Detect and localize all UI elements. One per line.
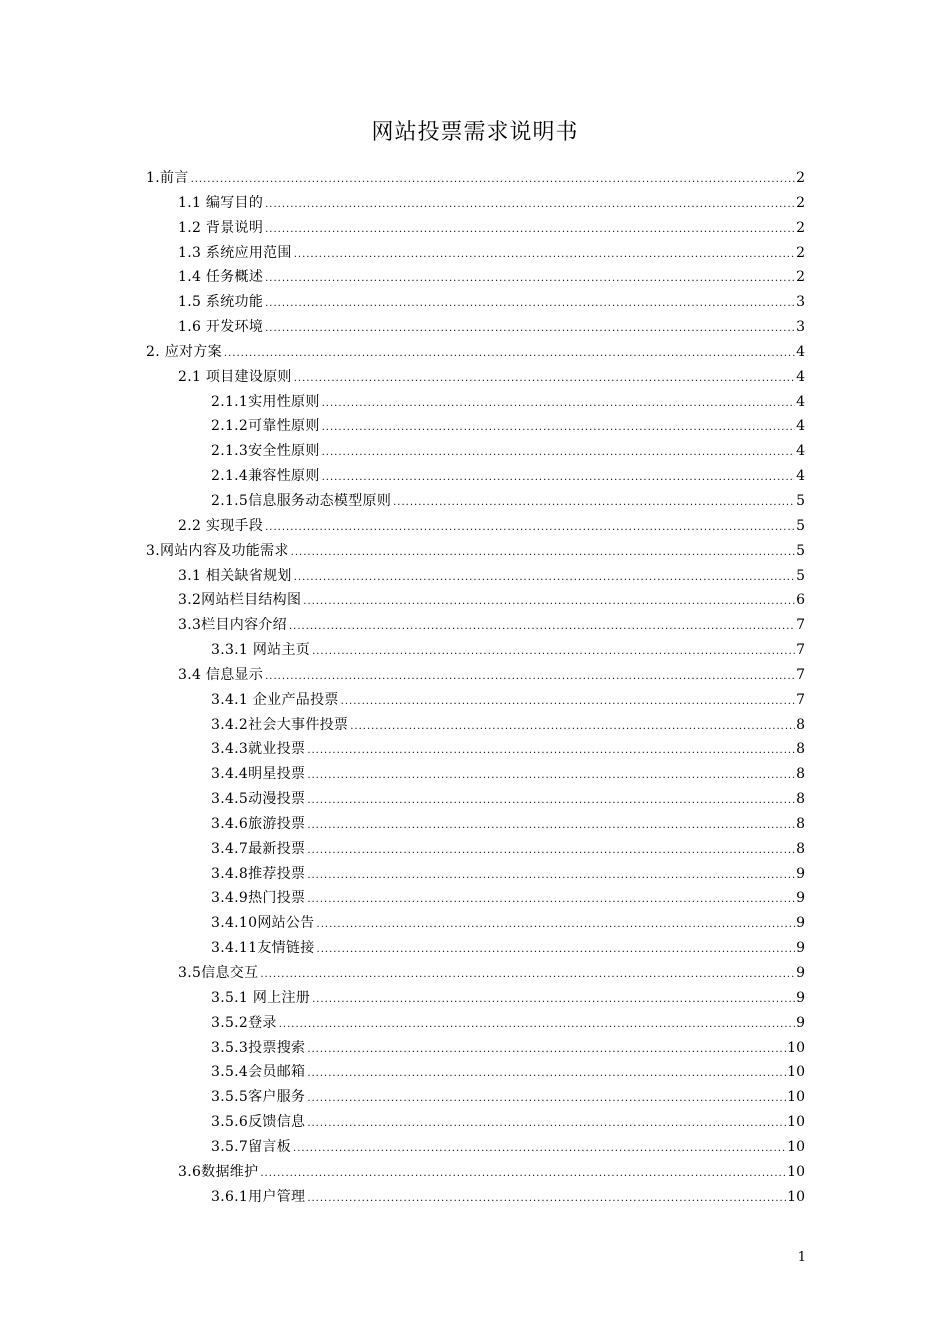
toc-dot-leader [393, 491, 795, 516]
toc-entry-page: 8 [796, 766, 805, 783]
toc-entry[interactable] [0, 762, 950, 787]
toc-entry-page: 9 [796, 1014, 805, 1031]
toc-entry-page: 8 [796, 741, 805, 758]
toc-dot-leader [293, 1137, 786, 1162]
document-title: 网站投票需求说明书 [371, 120, 579, 145]
toc-entry[interactable] [0, 1135, 950, 1160]
toc-dot-leader [307, 864, 795, 889]
toc-entry-label: 1.3 系统应用范围 [178, 244, 292, 261]
toc-entry[interactable] [0, 390, 950, 415]
toc-dot-leader [260, 963, 795, 988]
toc-entry-label: 3.4.1 企业产品投票 [211, 691, 339, 708]
toc-entry[interactable] [0, 737, 950, 762]
toc-entry-page: 7 [796, 691, 805, 708]
toc-entry-page: 2 [796, 219, 805, 236]
toc-dot-leader [265, 516, 795, 541]
toc-entry-page: 7 [796, 642, 805, 659]
toc-entry-label: 3.5.1 网上注册 [211, 989, 311, 1006]
toc-dot-leader [307, 764, 795, 789]
page-number: 1 [797, 1250, 806, 1265]
toc-entry-page: 9 [796, 940, 805, 957]
toc-entry[interactable] [0, 787, 950, 812]
toc-entry-page: 10 [787, 1163, 805, 1180]
toc-entry-page: 10 [787, 1188, 805, 1205]
toc-entry[interactable] [0, 936, 950, 961]
toc-entry-page: 10 [787, 1138, 805, 1155]
toc-entry[interactable] [0, 564, 950, 589]
toc-dot-leader [191, 168, 796, 193]
toc-entry-page: 4 [796, 443, 805, 460]
toc-entry[interactable] [0, 1011, 950, 1036]
toc-entry[interactable] [0, 514, 950, 539]
toc-entry-page: 8 [796, 815, 805, 832]
toc-dot-leader [307, 888, 795, 913]
toc-dot-leader [307, 1087, 786, 1112]
toc-dot-leader [279, 1013, 795, 1038]
toc-dot-leader [317, 913, 796, 938]
toc-entry[interactable] [0, 489, 950, 514]
toc-entry-page: 6 [796, 592, 805, 609]
toc-dot-leader [307, 739, 795, 764]
toc-entry[interactable] [0, 365, 950, 390]
toc-entry[interactable] [0, 1060, 950, 1085]
toc-entry-label: 1.6 开发环境 [178, 319, 264, 336]
toc-entry[interactable] [0, 886, 950, 911]
toc-dot-leader [265, 193, 795, 218]
toc-entry-label: 3.4.2社会大事件投票 [211, 716, 349, 733]
toc-entry-page: 2 [796, 244, 805, 261]
toc-entry-label: 3.6.1用户管理 [211, 1188, 306, 1205]
toc-entry[interactable] [0, 216, 950, 241]
toc-entry[interactable] [0, 663, 950, 688]
toc-entry-label: 3.6数据维护 [178, 1163, 259, 1180]
toc-entry-page: 4 [796, 343, 805, 360]
toc-entry-page: 3 [796, 294, 805, 311]
toc-dot-leader [303, 590, 795, 615]
toc-entry-label: 3.4.4明星投票 [211, 766, 306, 783]
toc-entry[interactable] [0, 439, 950, 464]
toc-entry-label: 1.5 系统功能 [178, 294, 264, 311]
toc-dot-leader [350, 715, 795, 740]
toc-entry-label: 3.4 信息显示 [178, 666, 264, 683]
toc-entry-page: 9 [796, 915, 805, 932]
toc-entry-label: 3.5.5客户服务 [211, 1089, 306, 1106]
toc-entry-page: 2 [796, 269, 805, 286]
toc-entry[interactable] [0, 315, 950, 340]
toc-dot-leader [294, 243, 795, 268]
toc-entry[interactable] [0, 539, 950, 564]
toc-entry-label: 3.3.1 网站主页 [211, 642, 311, 659]
toc-entry-label: 2.1.5信息服务动态模型原则 [211, 492, 392, 509]
toc-entry-label: 3.1 相关缺省规划 [178, 567, 292, 584]
toc-entry[interactable] [0, 241, 950, 266]
toc-entry-page: 9 [796, 989, 805, 1006]
toc-entry-label: 3.4.5动漫投票 [211, 791, 306, 808]
toc-entry[interactable] [0, 1110, 950, 1135]
toc-entry-page: 2 [796, 170, 805, 186]
toc-dot-leader [322, 416, 795, 441]
toc-dot-leader [322, 392, 795, 417]
toc-entry[interactable] [0, 1160, 950, 1185]
toc-dot-leader [322, 441, 795, 466]
toc-entry-label: 1.2 背景说明 [178, 219, 264, 236]
toc-entry-page: 10 [787, 1114, 805, 1131]
toc-dot-leader [307, 1062, 786, 1087]
toc-entry[interactable] [0, 191, 950, 216]
toc-entry-page: 9 [796, 890, 805, 907]
toc-dot-leader [294, 566, 795, 591]
toc-entry-page: 8 [796, 840, 805, 857]
toc-entry-page: 8 [796, 716, 805, 733]
toc-entry[interactable] [0, 862, 950, 887]
toc-entry-page: 5 [796, 492, 805, 509]
toc-entry-label: 2.1 项目建设原则 [178, 368, 292, 385]
toc-entry[interactable] [0, 166, 950, 191]
toc-dot-leader [341, 690, 795, 715]
toc-dot-leader [307, 789, 795, 814]
toc-entry[interactable] [0, 986, 950, 1011]
toc-entry-page: 5 [796, 542, 805, 559]
toc-entry-page: 5 [796, 567, 805, 584]
toc-entry-page: 9 [796, 865, 805, 882]
toc-entry-page: 4 [796, 393, 805, 410]
toc-entry-label: 2.1.4兼容性原则 [211, 468, 320, 485]
toc-entry-page: 7 [796, 666, 805, 683]
toc-entry-label: 3.4.10网站公告 [211, 915, 315, 932]
toc-dot-leader [294, 367, 795, 392]
toc-entry-page: 4 [796, 468, 805, 485]
toc-entry[interactable] [0, 340, 950, 365]
toc-entry-label: 3.3栏目内容介绍 [178, 617, 287, 634]
toc-dot-leader [307, 839, 795, 864]
toc-entry[interactable] [0, 414, 950, 439]
toc-entry[interactable] [0, 713, 950, 738]
toc-dot-leader [312, 988, 795, 1013]
toc-entry-label: 2.1.3安全性原则 [211, 443, 320, 460]
toc-entry[interactable] [0, 638, 950, 663]
toc-dot-leader [265, 267, 795, 292]
toc-entry-page: 3 [796, 319, 805, 336]
toc-entry-page: 9 [796, 965, 805, 981]
toc-entry-label: 3.5.6反馈信息 [211, 1114, 306, 1131]
toc-entry-label: 1.4 任务概述 [178, 269, 264, 286]
toc-entry[interactable] [0, 464, 950, 489]
toc-entry-label: 3.5.4会员邮箱 [211, 1064, 306, 1081]
toc-dot-leader [307, 1187, 786, 1212]
toc-entry-label: 3.2网站栏目结构图 [178, 592, 302, 609]
toc-entry[interactable] [0, 290, 950, 315]
toc-entry-page: 2 [796, 194, 805, 211]
toc-entry[interactable] [0, 613, 950, 638]
toc-entry-label: 3.5信息交互 [178, 965, 259, 981]
toc-dot-leader [265, 292, 795, 317]
toc-dot-leader [307, 1112, 786, 1137]
toc-dot-leader [265, 218, 795, 243]
toc-entry[interactable] [0, 911, 950, 936]
toc-dot-leader [291, 541, 795, 566]
toc-dot-leader [317, 938, 796, 963]
toc-entry-label: 2.1.1实用性原则 [211, 393, 320, 410]
toc-entry-label: 3.5.3投票搜索 [211, 1039, 306, 1056]
toc-dot-leader [265, 317, 795, 342]
toc-entry-page: 4 [796, 368, 805, 385]
toc-dot-leader [307, 1038, 786, 1063]
toc-entry-page: 4 [796, 418, 805, 435]
toc-entry-label: 3.网站内容及功能需求 [146, 542, 289, 559]
toc-entry-label: 3.4.9热门投票 [211, 890, 306, 907]
toc-entry-label: 1.1 编写目的 [178, 194, 264, 211]
toc-entry[interactable] [0, 961, 950, 986]
toc-entry-page: 5 [796, 517, 805, 534]
toc-entry-label: 2.2 实现手段 [178, 517, 264, 534]
toc-entry-page: 7 [796, 617, 805, 634]
toc-dot-leader [312, 640, 795, 665]
toc-entry-page: 8 [796, 791, 805, 808]
toc-entry[interactable] [0, 588, 950, 613]
toc-entry-label: 2. 应对方案 [146, 343, 222, 360]
toc-entry-label: 2.1.2可靠性原则 [211, 418, 320, 435]
toc-entry-label: 3.4.7最新投票 [211, 840, 306, 857]
toc-dot-leader [224, 342, 795, 367]
toc-entry-label: 3.4.8推荐投票 [211, 865, 306, 882]
toc-dot-leader [307, 814, 795, 839]
toc-entry[interactable] [0, 812, 950, 837]
toc-entry[interactable] [0, 1185, 950, 1210]
toc-entry-label: 1.前言 [146, 170, 189, 186]
toc-dot-leader [289, 615, 795, 640]
toc-dot-leader [322, 466, 795, 491]
toc-entry[interactable] [0, 1085, 950, 1110]
toc-dot-leader [265, 665, 795, 690]
toc-entry-page: 10 [787, 1089, 805, 1106]
toc-entry[interactable] [0, 837, 950, 862]
toc-entry-label: 3.5.7留言板 [211, 1138, 292, 1155]
toc-entry[interactable] [0, 688, 950, 713]
toc-entry-label: 3.4.11友情链接 [211, 940, 315, 957]
toc-entry-label: 3.5.2登录 [211, 1014, 277, 1031]
table-of-contents [0, 166, 950, 1209]
toc-entry-label: 3.4.6旅游投票 [211, 815, 306, 832]
toc-dot-leader [260, 1162, 786, 1187]
toc-entry-label: 3.4.3就业投票 [211, 741, 306, 758]
toc-entry-page: 10 [787, 1064, 805, 1081]
toc-entry[interactable] [0, 265, 950, 290]
toc-entry[interactable] [0, 1036, 950, 1061]
toc-entry-page: 10 [787, 1039, 805, 1056]
